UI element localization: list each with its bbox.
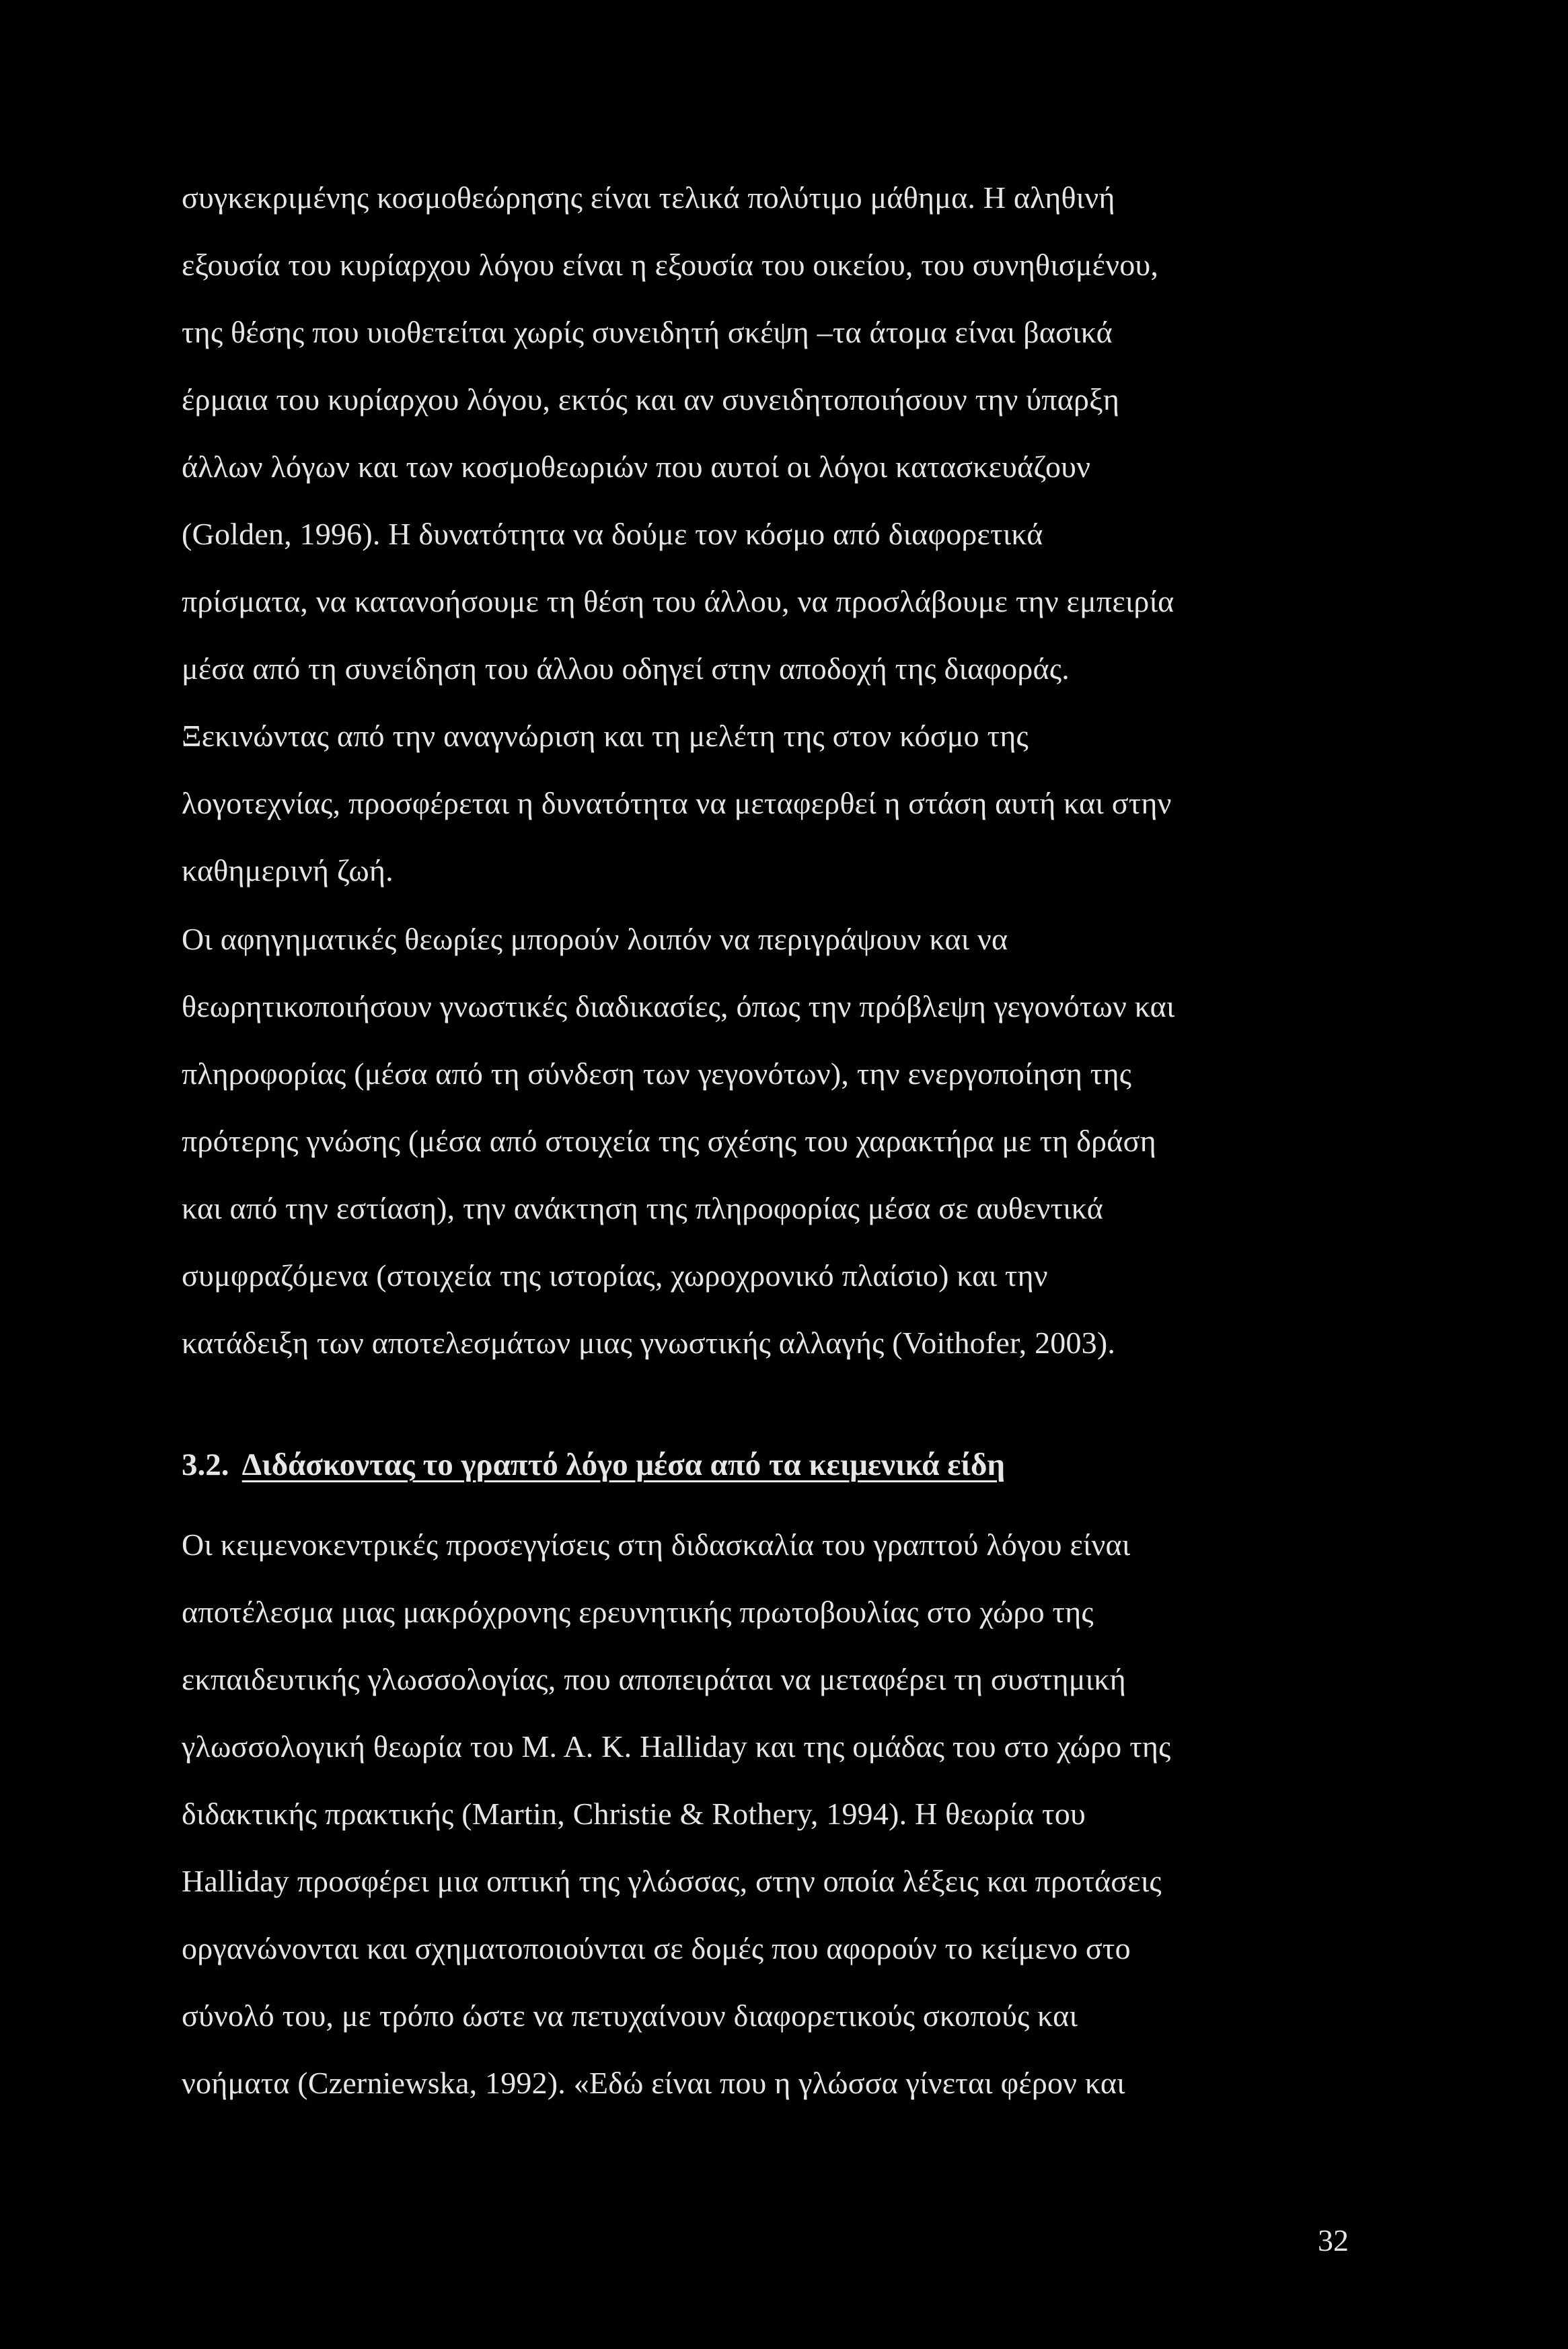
- paragraph-1-line: έρμαια του κυρίαρχου λόγου, εκτός και αν συνειδητοποιήσουν την ύπαρξη: [182, 382, 1120, 417]
- paragraph-3-line: αποτέλεσμα μιας μακρόχρονης ερευνητικής πρωτοβουλίας στο χώρο της: [182, 1595, 1094, 1629]
- section-title: Διδάσκοντας το γραπτό λόγο μέσα από τα κειμενικά είδη: [241, 1447, 1006, 1482]
- paragraph-2-line: κατάδειξη των αποτελεσμάτων μιας γνωστικής αλλαγής (Voithofer, 2003).: [182, 1326, 1116, 1360]
- paragraph-1-line: πρίσματα, να κατανοήσουμε τη θέση του άλλου, να προσλάβουμε την εμπειρία: [182, 584, 1174, 618]
- paragraph-1-line: εξουσία του κυρίαρχου λόγου είναι η εξουσία του οικείου, του συνηθισμένου,: [182, 248, 1159, 282]
- paragraph-3-line: οργανώνονται και σχηματοποιούνται σε δομές που αφορούν το κείμενο στο: [182, 1931, 1131, 1965]
- paragraph-3-line: Halliday προσφέρει μια οπτική της γλώσσας, στην οποία λέξεις και προτάσεις: [182, 1864, 1162, 1898]
- paragraph-3-line: σύνολό του, με τρόπο ώστε να πετυχαίνουν διαφορετικούς σκοπούς και: [182, 1998, 1078, 2033]
- paragraph-3-line: γλωσσολογική θεωρία του M. A. K. Halliday και της ομάδας του στο χώρο της: [182, 1729, 1171, 1764]
- section-heading: [182, 1445, 1005, 1484]
- paragraph-3-line: νοήματα (Czerniewska, 1992). «Εδώ είναι που η γλώσσα γίνεται φέρον και: [182, 2066, 1125, 2100]
- paragraph-1-line: καθημερινή ζωή.: [182, 853, 394, 888]
- paragraph-1-line: λογοτεχνίας, προσφέρεται η δυνατότητα να μεταφερθεί η στάση αυτή και στην: [182, 786, 1172, 820]
- paragraph-3-line: διδακτικής πρακτικής (Martin, Christie & Rothery, 1994). Η θεωρία του: [182, 1797, 1086, 1831]
- paragraph-3-line: εκπαιδευτικής γλωσσολογίας, που αποπειράται να μεταφέρει τη συστημική: [182, 1662, 1126, 1696]
- section-number: 3.2.: [182, 1447, 229, 1482]
- paragraph-2-line: Οι αφηγηματικές θεωρίες μπορούν λοιπόν να περιγράψουν και να: [182, 922, 1008, 956]
- paragraph-1-line: συγκεκριμένης κοσμοθεώρησης είναι τελικά πολύτιμο μάθημα. Η αληθινή: [182, 180, 1115, 215]
- paragraph-2-line: πρότερης γνώσης (μέσα από στοιχεία της σχέσης του χαρακτήρα με τη δράση: [182, 1124, 1156, 1158]
- paragraph-2-line: συμφραζόμενα (στοιχεία της ιστορίας, χωροχρονικό πλαίσιο) και την: [182, 1258, 1048, 1293]
- paragraph-1-line: της θέσης που υιοθετείται χωρίς συνειδητή σκέψη –τα άτομα είναι βασικά: [182, 315, 1113, 349]
- paragraph-2-line: θεωρητικοποιήσουν γνωστικές διαδικασίες, όπως την πρόβλεψη γεγονότων και: [182, 989, 1175, 1023]
- paragraph-2-line: πληροφορίας (μέσα από τη σύνδεση των γεγονότων), την ενεργοποίηση της: [182, 1056, 1132, 1091]
- paragraph-2-line: και από την εστίαση), την ανάκτηση της πληροφορίας μέσα σε αυθεντικά: [182, 1191, 1104, 1225]
- page-number: 32: [1318, 2223, 1349, 2257]
- paragraph-3-line: Οι κειμενοκεντρικές προσεγγίσεις στη διδασκαλία του γραπτού λόγου είναι: [182, 1527, 1131, 1562]
- paragraph-1-line: άλλων λόγων και των κοσμοθεωριών που αυτοί οι λόγοι κατασκευάζουν: [182, 449, 1091, 484]
- paragraph-1-line: Ξεκινώντας από την αναγνώριση και τη μελέτη της στον κόσμο της: [182, 719, 1029, 753]
- paragraph-1-line: μέσα από τη συνείδηση του άλλου οδηγεί στην αποδοχή της διαφοράς.: [182, 651, 1070, 686]
- paragraph-1-line: (Golden, 1996). Η δυνατότητα να δούμε τον κόσμο από διαφορετικά: [182, 517, 1043, 551]
